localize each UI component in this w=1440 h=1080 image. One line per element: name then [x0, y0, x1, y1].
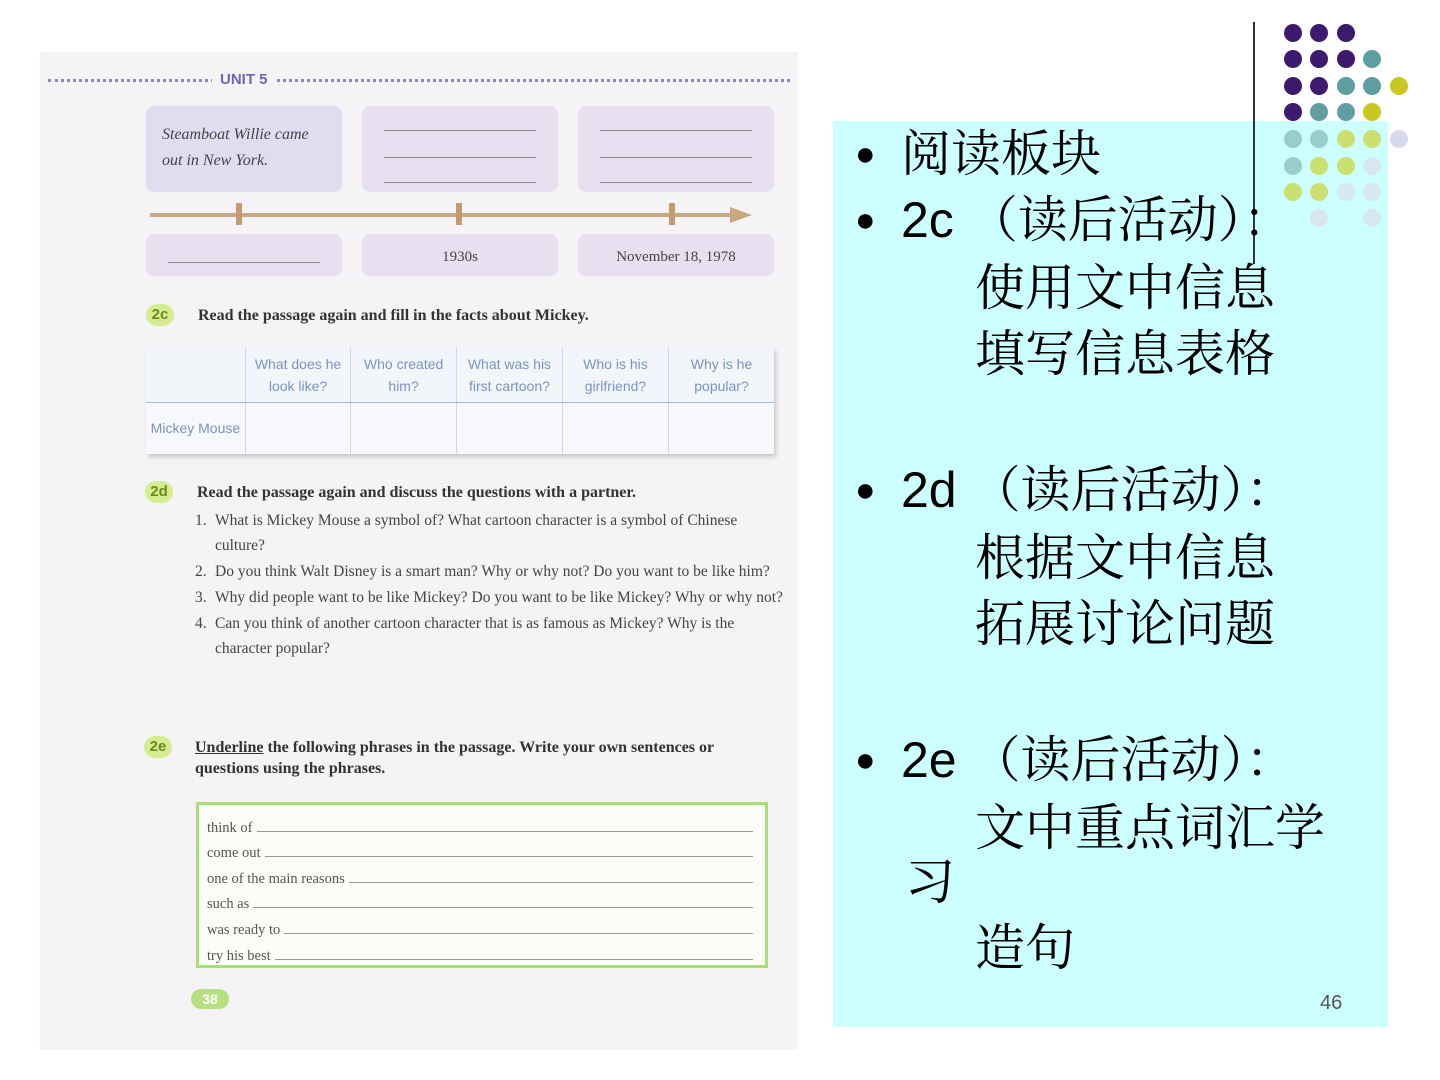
bullet-item: ● 2e （读后活动）：	[855, 727, 1296, 793]
table-cell[interactable]	[456, 402, 562, 454]
decorative-dot	[1363, 209, 1381, 227]
writing-line[interactable]	[257, 831, 753, 832]
bullet-icon: ●	[855, 201, 876, 239]
phrase-row: think of	[207, 811, 753, 837]
decorative-dot	[1363, 50, 1381, 68]
instruction-2e	[195, 737, 735, 779]
phrase-row: one of the main reasons	[207, 862, 753, 888]
table-row-label: Mickey Mouse	[146, 402, 245, 454]
writing-line[interactable]	[275, 959, 753, 960]
bullet-subline: 习	[905, 854, 955, 910]
decorative-dot	[1363, 183, 1381, 201]
decorative-dot	[1337, 77, 1355, 95]
decorative-dot	[1390, 130, 1408, 148]
list-item: 4. Can you think of another cartoon character that is as famous as Mickey? Why is the character popular?	[195, 615, 735, 657]
phrase-row: was ready to	[207, 913, 753, 939]
mickey-facts-table	[146, 348, 774, 454]
timeline-date-1930s: 1930s	[362, 234, 558, 276]
timeline-card-blank-2	[578, 106, 774, 192]
section-badge-2d: 2d	[145, 481, 173, 503]
decorative-dot	[1310, 183, 1328, 201]
decorative-dot	[1284, 130, 1302, 148]
table-header-blank	[146, 348, 245, 402]
writing-line[interactable]	[265, 856, 753, 857]
section-badge-2e: 2e	[144, 736, 172, 758]
decorative-dot	[1284, 103, 1302, 121]
timeline-date-blank	[146, 234, 342, 276]
timeline-card-steamboat	[146, 106, 342, 192]
decorative-dot	[1310, 209, 1328, 227]
timeline-tick	[669, 203, 675, 225]
timeline-arrowhead	[730, 207, 752, 223]
timeline-tick	[456, 203, 462, 225]
decorative-dot	[1284, 50, 1302, 68]
decorative-dot	[1284, 24, 1302, 42]
bullet-icon: ●	[855, 741, 876, 779]
timeline-card-text: Steamboat Willie came out in New York.	[162, 126, 309, 169]
decorative-dot	[1337, 50, 1355, 68]
table-cell[interactable]	[562, 402, 668, 454]
timeline-card-blank-1	[362, 106, 558, 192]
decorative-dot	[1390, 77, 1408, 95]
decorative-dot	[1363, 157, 1381, 175]
unit-label: UNIT 5	[212, 71, 276, 88]
table-header: Who is his girlfriend?	[562, 348, 668, 402]
bullet-item: ● 阅读板块	[855, 121, 1101, 187]
list-item: 3. Why did people want to be like Mickey? Do you want to be like Mickey? Why or why not?	[195, 589, 783, 606]
slide-number: 46	[1320, 992, 1343, 1014]
phrase-row: such as	[207, 888, 753, 914]
decorative-dot	[1337, 157, 1355, 175]
table-cell[interactable]	[245, 402, 350, 454]
decorative-dot	[1310, 103, 1328, 121]
decorative-dot	[1310, 50, 1328, 68]
textbook-page-number: 38	[191, 989, 229, 1009]
textbook-page-scan	[40, 52, 798, 1050]
timeline-date-1978: November 18, 1978	[578, 234, 774, 276]
bullet-subline: 文中重点词汇学	[975, 800, 1325, 856]
bullet-item: ● 2c （读后活动）：	[855, 187, 1293, 253]
writing-line[interactable]	[349, 882, 753, 883]
decorative-dot	[1284, 77, 1302, 95]
phrase-writing-box	[196, 802, 768, 968]
table-header: What does he look like?	[245, 348, 350, 402]
bullet-subline: 根据文中信息	[975, 530, 1275, 586]
table-cell[interactable]	[669, 402, 774, 454]
decorative-dot	[1310, 77, 1328, 95]
underline-word: Underline	[195, 739, 264, 756]
bullet-subline: 使用文中信息	[975, 260, 1275, 316]
bullet-subline: 拓展讨论问题	[975, 596, 1275, 652]
table-header: Why is he popular?	[669, 348, 774, 402]
discussion-questions	[195, 508, 785, 662]
writing-line[interactable]	[253, 907, 753, 908]
decorative-dot	[1363, 103, 1381, 121]
decorative-dot	[1363, 77, 1381, 95]
bullet-icon: ●	[855, 471, 876, 509]
decorative-dot	[1284, 157, 1302, 175]
phrase-row: come out	[207, 837, 753, 863]
list-item: 1. What is Mickey Mouse a symbol of? What cartoon character is a symbol of Chinese culture?	[195, 512, 738, 554]
phrase-row: try his best	[207, 939, 753, 965]
table-header: Who created him?	[351, 348, 457, 402]
decorative-dot	[1363, 130, 1381, 148]
unit-header-rule	[48, 79, 790, 86]
timeline-tick	[236, 203, 242, 225]
section-badge-2c: 2c	[146, 304, 174, 326]
decorative-dot	[1310, 157, 1328, 175]
instruction-2c: Read the passage again and fill in the facts about Mickey.	[198, 307, 589, 324]
bullet-icon: ●	[855, 135, 876, 173]
instruction-2d: Read the passage again and discuss the questions with a partner.	[197, 484, 637, 501]
decorative-dot	[1337, 24, 1355, 42]
table-cell[interactable]	[351, 402, 457, 454]
bullet-item: ● 2d （读后活动）：	[855, 457, 1296, 523]
list-item: 2. Do you think Walt Disney is a smart man? Why or why not? Do you want to be like him?	[195, 563, 770, 580]
decorative-dot	[1310, 24, 1328, 42]
table-header: What was his first cartoon?	[456, 348, 562, 402]
decorative-dot	[1337, 103, 1355, 121]
writing-line[interactable]	[284, 933, 753, 934]
decorative-dot	[1337, 183, 1355, 201]
instruction-2e-text: the following phrases in the passage. Write your own sentences or questions using the phrases.	[195, 739, 714, 777]
decorative-dot	[1310, 130, 1328, 148]
bullet-subline: 填写信息表格	[975, 326, 1275, 382]
decorative-dot	[1337, 130, 1355, 148]
bullet-subline: 造句	[975, 920, 1075, 976]
